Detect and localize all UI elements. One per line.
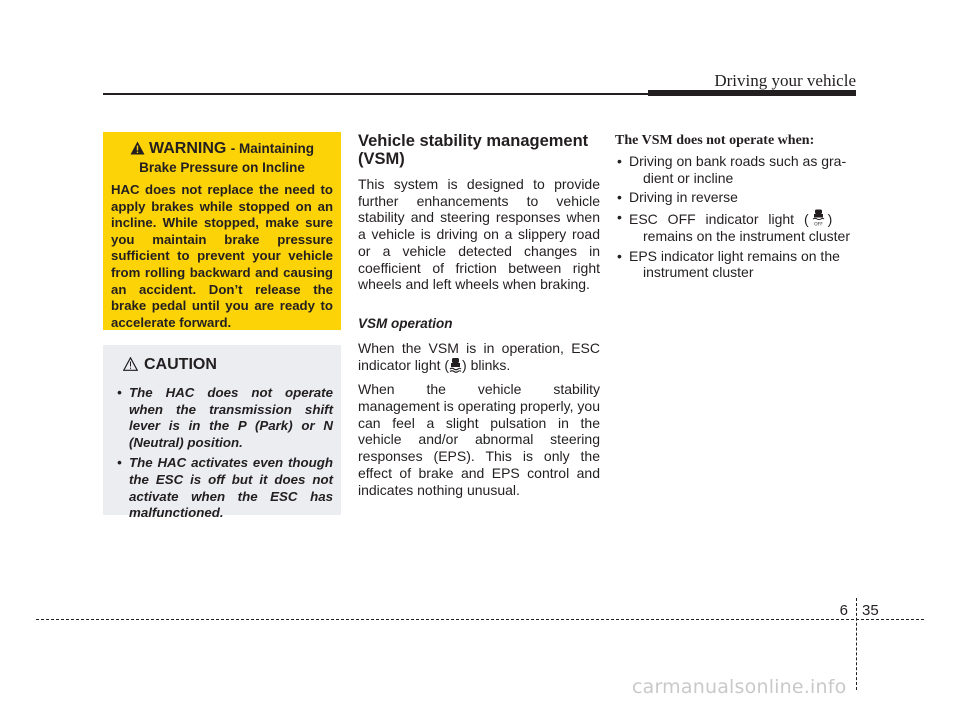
caution-list	[117, 385, 333, 522]
esc-indicator-icon	[449, 357, 462, 373]
chapter-number: 6	[839, 602, 848, 619]
warning-triangle-icon	[130, 141, 145, 159]
list-item-text: EPS indicator light remains on the	[629, 247, 840, 264]
vsm-operation-p1-post: ) blinks.	[462, 356, 511, 373]
bullet: •	[617, 247, 622, 264]
warning-heading	[111, 140, 333, 176]
caution-item-text: The HAC does not operate when the transmission shift lever is in the P (Park) or N (Neutral) position.	[129, 385, 333, 450]
page-header-title: Driving your vehicle	[714, 71, 856, 90]
esc-off-indicator-icon	[812, 209, 825, 228]
list-item-text-close: )	[827, 211, 833, 228]
watermark: carmanualsonline.info	[632, 676, 847, 698]
warning-word: WARNING	[148, 140, 227, 157]
bullet: •	[117, 385, 122, 400]
warning-box	[103, 132, 341, 330]
svg-text:OFF: OFF	[813, 222, 823, 228]
bullet: •	[617, 209, 622, 226]
list-item	[615, 209, 857, 244]
warning-subtitle-2: Brake Pressure on Incline	[139, 160, 305, 175]
header-rule-accent	[648, 90, 856, 96]
list-item-text-cont: remains on the instrument cluster	[643, 227, 850, 244]
list-item	[615, 248, 857, 281]
caution-item	[117, 385, 333, 451]
vsm-operation-p1	[358, 340, 600, 373]
vsm-operation-title: VSM operation	[358, 315, 453, 331]
footer-rule	[36, 619, 924, 620]
bullet: •	[617, 189, 622, 206]
bullet: •	[117, 455, 122, 471]
caution-heading	[123, 355, 333, 377]
list-item-text-cont: dient or incline	[643, 169, 734, 186]
vsm-intro: This system is designed to provide further enhancements to vehicle stability and steering responses when a vehicle is driving on a slippery road or a vehicle detected changes in coefficient of friction between right wheels and left wheels when braking.	[358, 176, 600, 293]
list-item-text: ESC OFF indicator light (	[629, 211, 809, 228]
bullet: •	[617, 153, 622, 169]
caution-box	[103, 345, 341, 521]
vsm-not-operate-section	[615, 132, 857, 284]
warning-subtitle: - Maintaining	[230, 141, 315, 156]
footer-divider	[856, 598, 857, 690]
page-number: 35	[862, 602, 879, 619]
caution-word: CAUTION	[144, 356, 217, 373]
not-operate-title: The VSM does not operate when:	[615, 133, 815, 148]
caution-item	[117, 455, 333, 521]
list-item-text: Driving on bank roads such as gra-	[629, 153, 847, 169]
vsm-section	[358, 132, 600, 498]
list-item	[615, 153, 857, 186]
warning-body: HAC does not replace the need to apply brakes while stopped on an incline. While stopped, make sure you maintain brake pressure sufficient to prevent your vehicle from rolling backward and causing an accident. Don’t release the brake pedal until you are ready to accelerate forward.	[111, 182, 333, 330]
vsm-operation-p2: When the vehicle stability management is operating properly, you can feel a slight pulsation in the vehicle and/or abnormal steering responses (EPS). This is only the effect of brake and EPS control and indicates nothing unusual.	[358, 381, 600, 498]
vsm-operation-p1-pre: When the VSM is in operation, ESC indicator light (	[358, 339, 600, 373]
vsm-title: Vehicle stability management (VSM)	[358, 132, 589, 168]
list-item-text-cont: instrument cluster	[643, 264, 754, 281]
caution-triangle-icon	[123, 357, 138, 377]
not-operate-list	[615, 153, 857, 281]
caution-item-text: The HAC activates even though the ESC is off but it does not activate when the ESC has malfunctioned.	[129, 455, 333, 521]
list-item	[615, 189, 857, 206]
list-item-text: Driving in reverse	[629, 189, 738, 206]
